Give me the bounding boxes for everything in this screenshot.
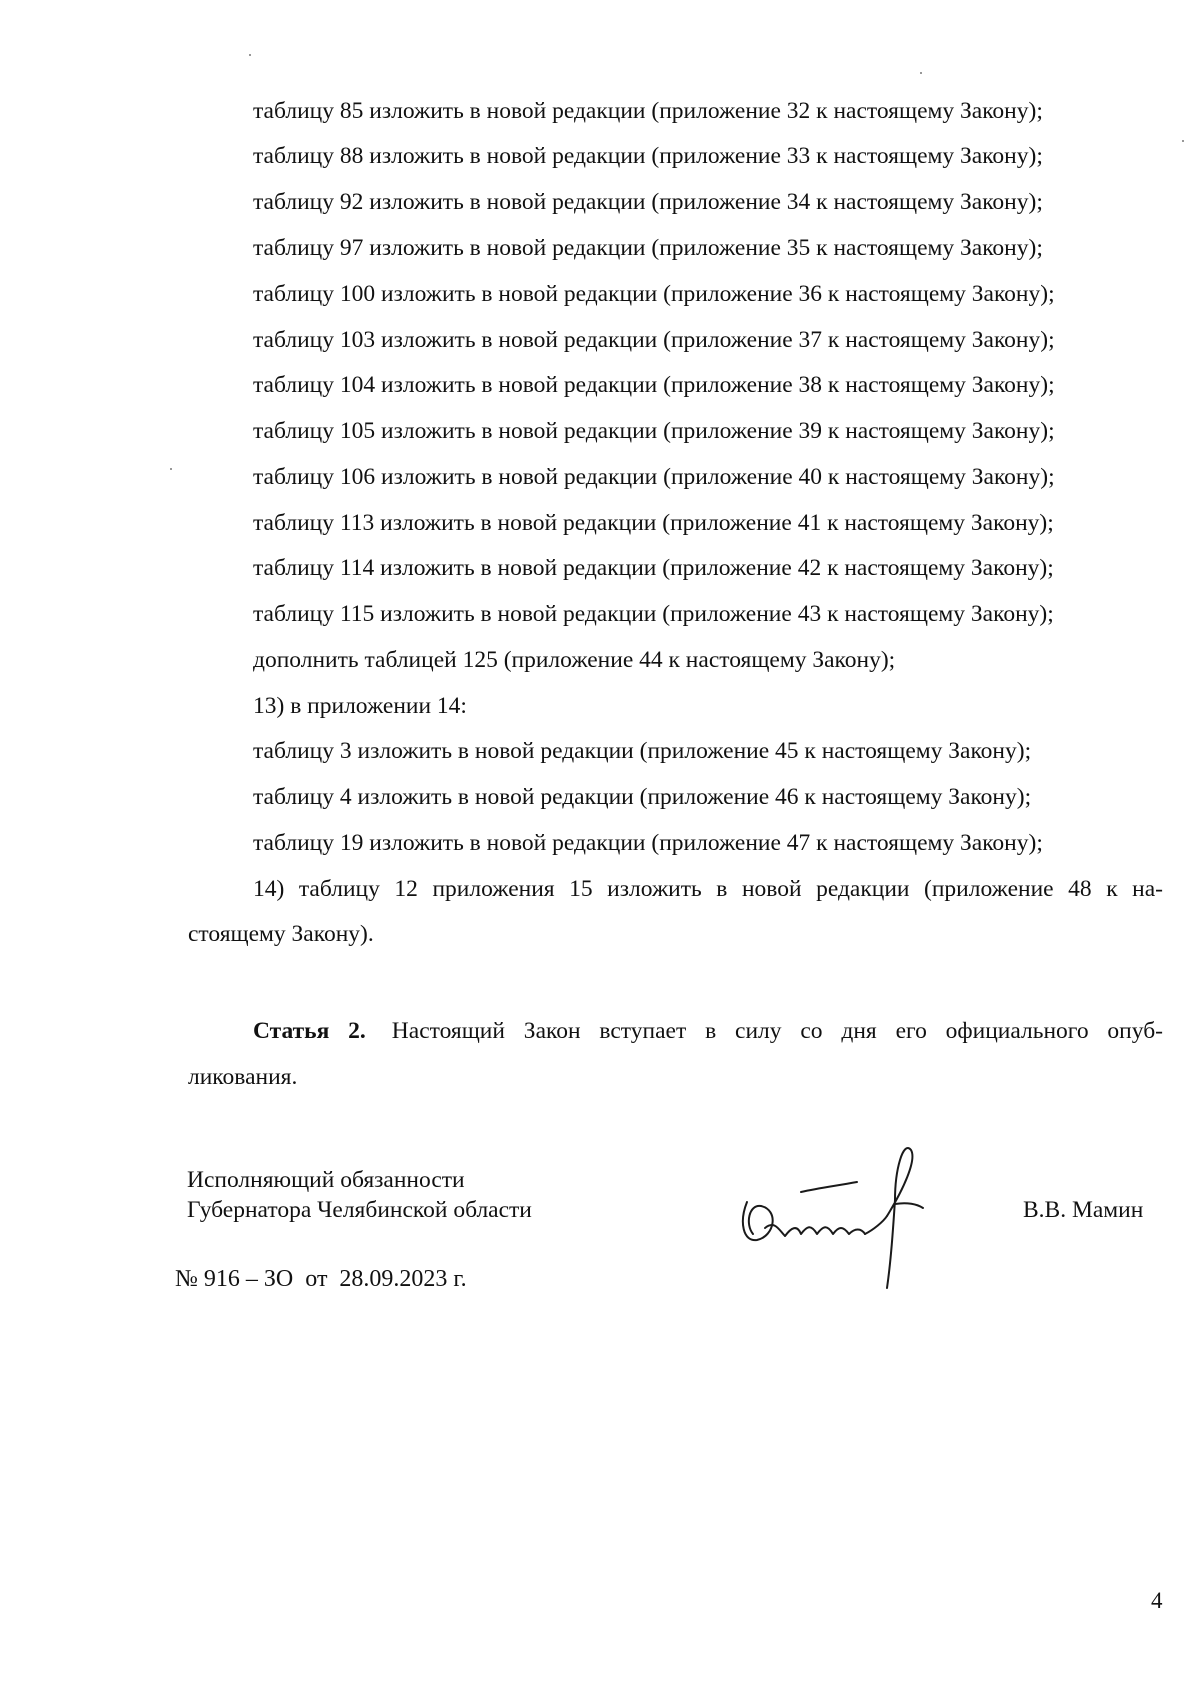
article-2-label: Статья 2. <box>253 1018 366 1044</box>
signer-title-line-1: Исполняющий обязанности <box>187 1167 465 1193</box>
scan-speck <box>920 72 922 74</box>
amendment-line: таблицу 105 изложить в новой редакции (приложение 39 к настоящему Закону); <box>253 418 1055 444</box>
signer-title-line-2: Губернатора Челябинской области <box>187 1197 532 1223</box>
amendment-line: таблицу 85 изложить в новой редакции (приложение 32 к настоящему Закону); <box>253 98 1043 124</box>
amendment-line: таблицу 97 изложить в новой редакции (приложение 35 к настоящему Закону); <box>253 235 1043 261</box>
document-number: № 916 – ЗО от 28.09.2023 г. <box>175 1266 467 1292</box>
amendment-line: таблицу 19 изложить в новой редакции (приложение 47 к настоящему Закону); <box>253 830 1043 856</box>
amendment-line: таблицу 106 изложить в новой редакции (приложение 40 к настоящему Закону); <box>253 464 1055 490</box>
item-14-line-2: стоящему Закону). <box>188 921 374 947</box>
amendment-line: дополнить таблицей 125 (приложение 44 к настоящему Закону); <box>253 647 896 673</box>
scan-speck <box>170 468 172 470</box>
amendment-line: таблицу 88 изложить в новой редакции (приложение 33 к настоящему Закону); <box>253 143 1043 169</box>
amendment-line: таблицу 4 изложить в новой редакции (приложение 46 к настоящему Закону); <box>253 784 1032 810</box>
signer-name: В.В. Мамин <box>1023 1197 1144 1223</box>
amendment-line: таблицу 103 изложить в новой редакции (приложение 37 к настоящему Закону); <box>253 327 1055 353</box>
article-2-line-2: ликования. <box>188 1064 298 1090</box>
handwritten-signature <box>735 1130 965 1290</box>
scan-speck <box>249 54 251 56</box>
amendment-line: таблицу 104 изложить в новой редакции (приложение 38 к настоящему Закону); <box>253 372 1055 398</box>
amendment-line: таблицу 3 изложить в новой редакции (приложение 45 к настоящему Закону); <box>253 738 1032 764</box>
amendment-line: таблицу 113 изложить в новой редакции (приложение 41 к настоящему Закону); <box>253 510 1054 536</box>
article-2-text: Настоящий Закон вступает в силу со дня его официального опуб- <box>391 1018 1163 1044</box>
scan-speck <box>1182 140 1184 142</box>
page-number: 4 <box>1151 1588 1163 1613</box>
item-14-line-1: 14) таблицу 12 приложения 15 изложить в новой редакции (приложение 48 к на- <box>253 876 1163 902</box>
amendment-line: таблицу 92 изложить в новой редакции (приложение 34 к настоящему Закону); <box>253 189 1043 215</box>
article-2-line-1 <box>253 1016 1163 1046</box>
item-13-heading: 13) в приложении 14: <box>253 693 467 719</box>
amendment-line: таблицу 100 изложить в новой редакции (приложение 36 к настоящему Закону); <box>253 281 1055 307</box>
amendment-line: таблицу 115 изложить в новой редакции (приложение 43 к настоящему Закону); <box>253 601 1054 627</box>
amendment-line: таблицу 114 изложить в новой редакции (приложение 42 к настоящему Закону); <box>253 555 1054 581</box>
